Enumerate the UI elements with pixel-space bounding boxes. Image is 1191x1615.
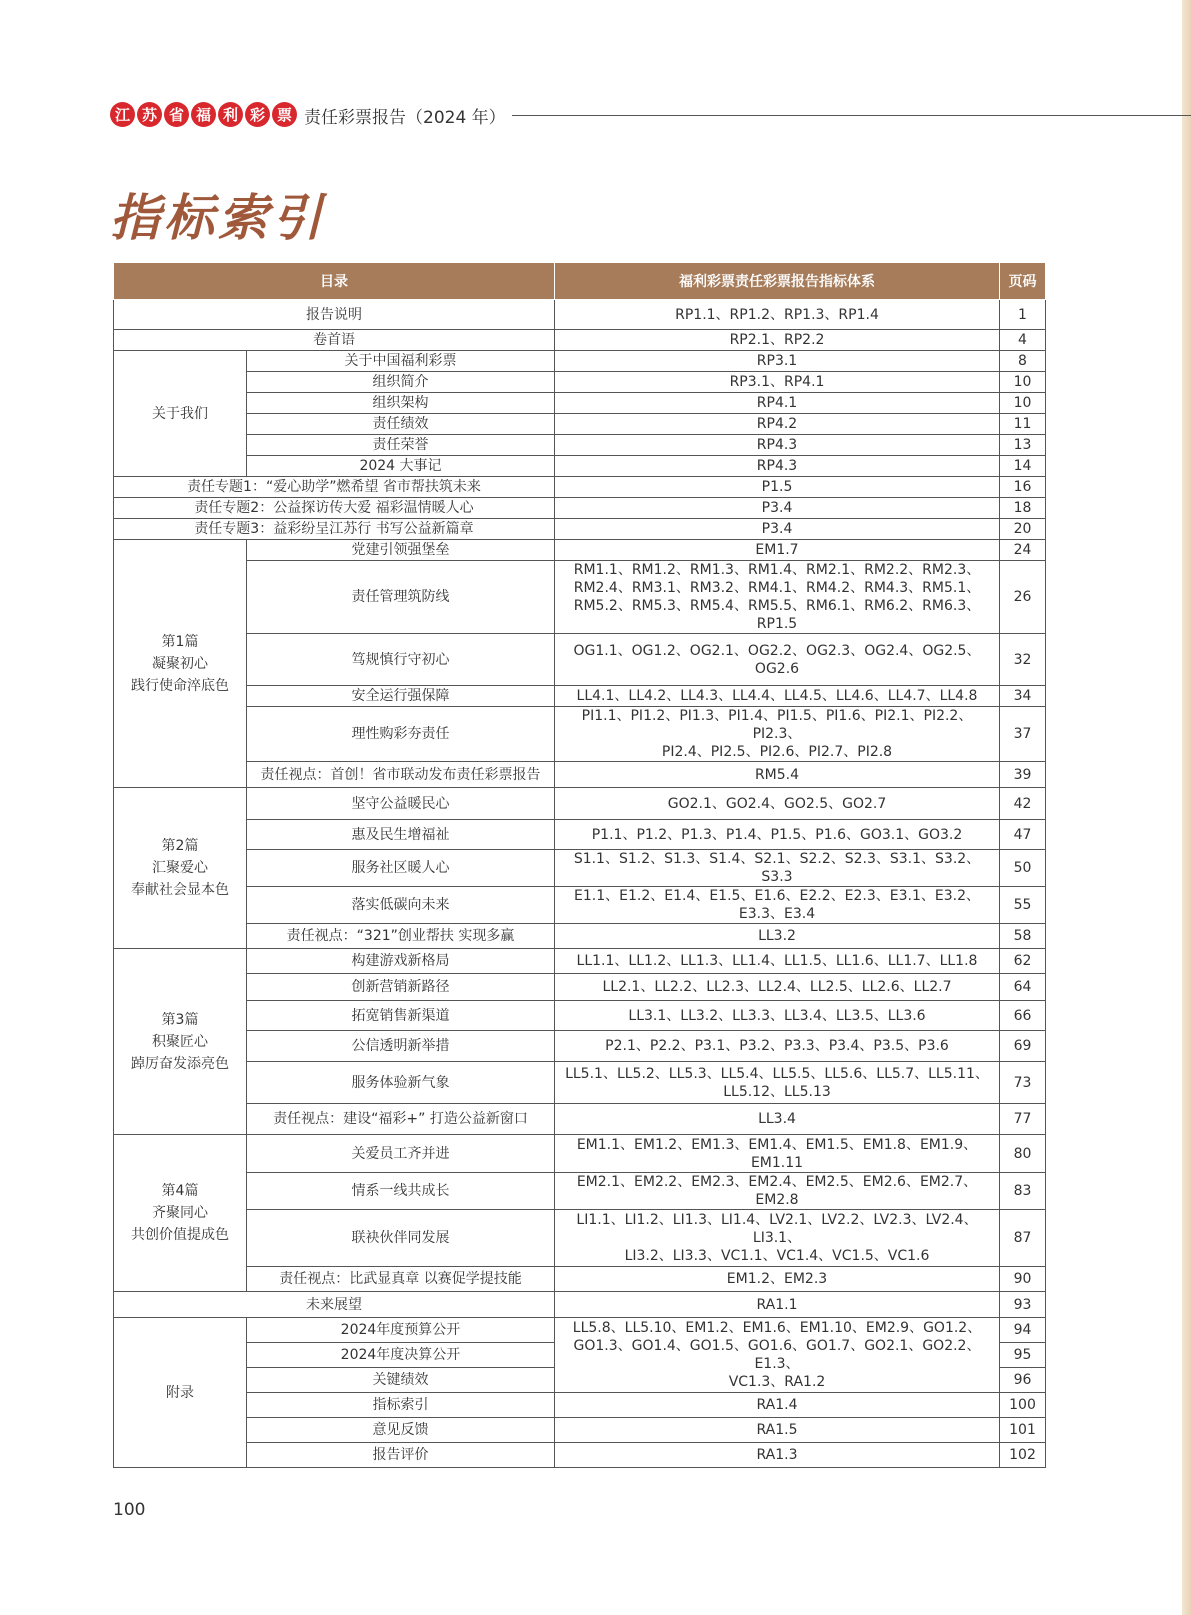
row-title: 2024年度预算公开 <box>247 1318 555 1343</box>
row-title: 组织简介 <box>247 372 555 393</box>
table-row <box>114 540 1046 561</box>
row-title: 关爱员工齐并进 <box>247 1135 555 1173</box>
indicator-codes: LL3.2 <box>555 924 1000 949</box>
table-header-row <box>114 263 1046 300</box>
page-ref: 101 <box>1000 1418 1046 1443</box>
table-row <box>114 1393 1046 1418</box>
page-number: 100 <box>113 1500 146 1520</box>
indicator-codes: RM5.4 <box>555 762 1000 788</box>
page-ref: 100 <box>1000 1393 1046 1418</box>
seal-char: 苏 <box>137 102 162 127</box>
indicator-codes: PI1.1、PI1.2、PI1.3、PI1.4、PI1.5、PI1.6、PI2.1、PI2.2、PI2.3、 PI2.4、PI2.5、PI2.6、PI2.7、PI2.8 <box>555 707 1000 762</box>
indicator-codes: RP4.3 <box>555 456 1000 477</box>
page-ref: 55 <box>1000 887 1046 924</box>
page-ref: 87 <box>1000 1210 1046 1267</box>
table-row <box>114 435 1046 456</box>
page-ref: 13 <box>1000 435 1046 456</box>
table-row <box>114 372 1046 393</box>
index-table <box>113 262 1046 1468</box>
page-ref: 8 <box>1000 351 1046 372</box>
section-label: 关于我们 <box>114 351 247 477</box>
row-title: 联袂伙伴同发展 <box>247 1210 555 1267</box>
indicator-codes: S1.1、S1.2、S1.3、S1.4、S2.1、S2.2、S2.3、S3.1、S3.2、S3.3 <box>555 850 1000 887</box>
seal-char: 福 <box>191 102 216 127</box>
row-title: 理性购彩夯责任 <box>247 707 555 762</box>
table-row <box>114 974 1046 1001</box>
indicator-codes: RA1.3 <box>555 1443 1000 1468</box>
indicator-codes: GO2.1、GO2.4、GO2.5、GO2.7 <box>555 788 1000 820</box>
indicator-codes: RP4.1 <box>555 393 1000 414</box>
page-ref: 42 <box>1000 788 1046 820</box>
page-ref: 20 <box>1000 519 1046 540</box>
row-title: 安全运行强保障 <box>247 686 555 707</box>
row-title: 公信透明新举措 <box>247 1031 555 1062</box>
indicator-codes: RP4.2 <box>555 414 1000 435</box>
indicator-codes: LL1.1、LL1.2、LL1.3、LL1.4、LL1.5、LL1.6、LL1.7、LL1.8 <box>555 949 1000 974</box>
table-row <box>114 1418 1046 1443</box>
page-ref: 50 <box>1000 850 1046 887</box>
table-row <box>114 686 1046 707</box>
seal-char: 省 <box>164 102 189 127</box>
row-title: 报告评价 <box>247 1443 555 1468</box>
page-ref: 83 <box>1000 1173 1046 1210</box>
row-title: 坚守公益暖民心 <box>247 788 555 820</box>
indicator-codes: P1.1、P1.2、P1.3、P1.4、P1.5、P1.6、GO3.1、GO3.2 <box>555 820 1000 850</box>
row-title: 落实低碳向未来 <box>247 887 555 924</box>
row-title: 创新营销新路径 <box>247 974 555 1001</box>
page-ref: 95 <box>1000 1343 1046 1368</box>
row-title: 责任管理筑防线 <box>247 561 555 634</box>
indicator-codes: P1.5 <box>555 477 1000 498</box>
page-ref: 73 <box>1000 1062 1046 1104</box>
indicator-codes: P3.4 <box>555 519 1000 540</box>
table-row <box>114 1001 1046 1031</box>
row-title: 党建引领强堡垒 <box>247 540 555 561</box>
indicator-codes: RA1.1 <box>555 1292 1000 1318</box>
table-row <box>114 351 1046 372</box>
page-ref: 16 <box>1000 477 1046 498</box>
row-title: 服务社区暖人心 <box>247 850 555 887</box>
indicator-codes: LL3.4 <box>555 1104 1000 1135</box>
indicator-codes: RA1.4 <box>555 1393 1000 1418</box>
indicator-codes: P3.4 <box>555 498 1000 519</box>
header-cell-page: 页码 <box>1000 263 1046 300</box>
indicator-codes: P2.1、P2.2、P3.1、P3.2、P3.3、P3.4、P3.5、P3.6 <box>555 1031 1000 1062</box>
page-ref: 93 <box>1000 1292 1046 1318</box>
seal-char: 彩 <box>245 102 270 127</box>
section-label: 第3篇 积聚匠心 踔厉奋发添亮色 <box>114 949 247 1135</box>
page-ref: 66 <box>1000 1001 1046 1031</box>
page-ref: 34 <box>1000 686 1046 707</box>
indicator-codes: EM1.7 <box>555 540 1000 561</box>
row-title: 关于中国福利彩票 <box>247 351 555 372</box>
page-ref: 11 <box>1000 414 1046 435</box>
header-cell-contents: 目录 <box>114 263 555 300</box>
row-title: 情系一线共成长 <box>247 1173 555 1210</box>
row-title: 报告说明 <box>114 300 555 330</box>
page-ref: 14 <box>1000 456 1046 477</box>
table-row <box>114 519 1046 540</box>
table-row <box>114 1292 1046 1318</box>
indicator-codes: RP2.1、RP2.2 <box>555 330 1000 351</box>
table-row <box>114 1104 1046 1135</box>
page-ref: 90 <box>1000 1267 1046 1292</box>
page-ref: 37 <box>1000 707 1046 762</box>
table-row <box>114 300 1046 330</box>
table-row <box>114 820 1046 850</box>
table-row <box>114 634 1046 686</box>
table-row <box>114 850 1046 887</box>
indicator-codes: RP3.1 <box>555 351 1000 372</box>
indicator-codes: RP1.1、RP1.2、RP1.3、RP1.4 <box>555 300 1000 330</box>
indicator-codes: EM2.1、EM2.2、EM2.3、EM2.4、EM2.5、EM2.6、EM2.7、EM2.8 <box>555 1173 1000 1210</box>
page-ref: 69 <box>1000 1031 1046 1062</box>
page-ref: 39 <box>1000 762 1046 788</box>
table-row <box>114 1135 1046 1173</box>
row-title: 拓宽销售新渠道 <box>247 1001 555 1031</box>
row-title: 卷首语 <box>114 330 555 351</box>
table-row <box>114 1062 1046 1104</box>
table-row <box>114 924 1046 949</box>
indicator-codes: LL4.1、LL4.2、LL4.3、LL4.4、LL4.5、LL4.6、LL4.7、LL4.8 <box>555 686 1000 707</box>
table-row <box>114 707 1046 762</box>
row-title: 2024 大事记 <box>247 456 555 477</box>
row-title: 责任视点：建设“福彩+” 打造公益新窗口 <box>247 1104 555 1135</box>
header-rule <box>512 115 1191 116</box>
page-ref: 77 <box>1000 1104 1046 1135</box>
row-title: 指标索引 <box>247 1393 555 1418</box>
page-ref: 94 <box>1000 1318 1046 1343</box>
indicator-codes: RP4.3 <box>555 435 1000 456</box>
header-cell-indicators: 福利彩票责任彩票报告指标体系 <box>555 263 1000 300</box>
table-row <box>114 762 1046 788</box>
indicator-codes: E1.1、E1.2、E1.4、E1.5、E1.6、E2.2、E2.3、E3.1、E3.2、E3.3、E3.4 <box>555 887 1000 924</box>
table-row <box>114 1031 1046 1062</box>
row-title: 责任专题1：“爱心助学”燃希望 省市帮扶筑未来 <box>114 477 555 498</box>
seal-char: 票 <box>272 102 297 127</box>
table-row <box>114 456 1046 477</box>
indicator-codes: LI1.1、LI1.2、LI1.3、LI1.4、LV2.1、LV2.2、LV2.3、LV2.4、LI3.1、 LI3.2、LI3.3、VC1.1、VC1.4、VC1.5、VC1.6 <box>555 1210 1000 1267</box>
row-title: 责任视点：比武显真章 以赛促学提技能 <box>247 1267 555 1292</box>
table-row <box>114 1173 1046 1210</box>
table-row <box>114 330 1046 351</box>
table-row <box>114 393 1046 414</box>
page-ref: 26 <box>1000 561 1046 634</box>
section-label: 附录 <box>114 1318 247 1468</box>
table-row <box>114 498 1046 519</box>
page-ref: 62 <box>1000 949 1046 974</box>
section-label: 第2篇 汇聚爱心 奉献社会显本色 <box>114 788 247 949</box>
row-title: 组织架构 <box>247 393 555 414</box>
report-header <box>110 101 1191 131</box>
row-title: 责任专题3：益彩纷呈江苏行 书写公益新篇章 <box>114 519 555 540</box>
indicator-codes: EM1.1、EM1.2、EM1.3、EM1.4、EM1.5、EM1.8、EM1.9、EM1.11 <box>555 1135 1000 1173</box>
page-ref: 1 <box>1000 300 1046 330</box>
row-title: 构建游戏新格局 <box>247 949 555 974</box>
table-row <box>114 949 1046 974</box>
table-row <box>114 1267 1046 1292</box>
row-title: 关键绩效 <box>247 1368 555 1393</box>
table-row <box>114 1210 1046 1267</box>
page-ref: 4 <box>1000 330 1046 351</box>
row-title: 未来展望 <box>114 1292 555 1318</box>
row-title: 责任专题2：公益探访传大爱 福彩温情暖人心 <box>114 498 555 519</box>
page-ref: 32 <box>1000 634 1046 686</box>
row-title: 责任荣誉 <box>247 435 555 456</box>
indicator-codes: EM1.2、EM2.3 <box>555 1267 1000 1292</box>
row-title: 2024年度决算公开 <box>247 1343 555 1368</box>
page-ref: 102 <box>1000 1443 1046 1468</box>
org-name-seals <box>110 102 297 127</box>
indicator-codes: RM1.1、RM1.2、RM1.3、RM1.4、RM2.1、RM2.2、RM2.3、 RM2.4、RM3.1、RM3.2、RM4.1、RM4.2、RM4.3、RM5.1、 RM5.2、RM5.3、RM5.4、RM5.5、RM6.1、RM6.2、RM6.3、RP1.5 <box>555 561 1000 634</box>
seal-char: 利 <box>218 102 243 127</box>
page-ref: 10 <box>1000 372 1046 393</box>
table-row <box>114 1318 1046 1343</box>
header-title: 责任彩票报告（2024 年） <box>304 108 506 128</box>
table-row <box>114 1443 1046 1468</box>
row-title: 服务体验新气象 <box>247 1062 555 1104</box>
table-row <box>114 561 1046 634</box>
indicator-codes: LL3.1、LL3.2、LL3.3、LL3.4、LL3.5、LL3.6 <box>555 1001 1000 1031</box>
indicator-codes: RP3.1、RP4.1 <box>555 372 1000 393</box>
table-row <box>114 788 1046 820</box>
table-row <box>114 477 1046 498</box>
indicator-codes: OG1.1、OG1.2、OG2.1、OG2.2、OG2.3、OG2.4、OG2.5、OG2.6 <box>555 634 1000 686</box>
indicator-codes: LL5.1、LL5.2、LL5.3、LL5.4、LL5.5、LL5.6、LL5.7、LL5.11、 LL5.12、LL5.13 <box>555 1062 1000 1104</box>
page-edge-strip <box>1182 0 1191 1615</box>
row-title: 笃规慎行守初心 <box>247 634 555 686</box>
indicator-codes: RA1.5 <box>555 1418 1000 1443</box>
indicator-codes: LL5.8、LL5.10、EM1.2、EM1.6、EM1.10、EM2.9、GO1.2、 GO1.3、GO1.4、GO1.5、GO1.6、GO1.7、GO2.1、GO2.2、E1.3、 VC1.3、RA1.2 <box>555 1318 1000 1393</box>
page-ref: 47 <box>1000 820 1046 850</box>
page-ref: 24 <box>1000 540 1046 561</box>
page-ref: 64 <box>1000 974 1046 1001</box>
row-title: 意见反馈 <box>247 1418 555 1443</box>
page-title: 指标索引 <box>110 188 326 247</box>
page-ref: 18 <box>1000 498 1046 519</box>
table-row <box>114 414 1046 435</box>
page-ref: 80 <box>1000 1135 1046 1173</box>
page-ref: 10 <box>1000 393 1046 414</box>
row-title: 责任绩效 <box>247 414 555 435</box>
seal-char: 江 <box>110 102 135 127</box>
row-title: 惠及民生增福祉 <box>247 820 555 850</box>
indicator-codes: LL2.1、LL2.2、LL2.3、LL2.4、LL2.5、LL2.6、LL2.7 <box>555 974 1000 1001</box>
row-title: 责任视点：“321”创业帮扶 实现多赢 <box>247 924 555 949</box>
page-ref: 58 <box>1000 924 1046 949</box>
section-label: 第1篇 凝聚初心 践行使命淬底色 <box>114 540 247 788</box>
page-ref: 96 <box>1000 1368 1046 1393</box>
row-title: 责任视点：首创！省市联动发布责任彩票报告 <box>247 762 555 788</box>
section-label: 第4篇 齐聚同心 共创价值提成色 <box>114 1135 247 1292</box>
table-row <box>114 887 1046 924</box>
